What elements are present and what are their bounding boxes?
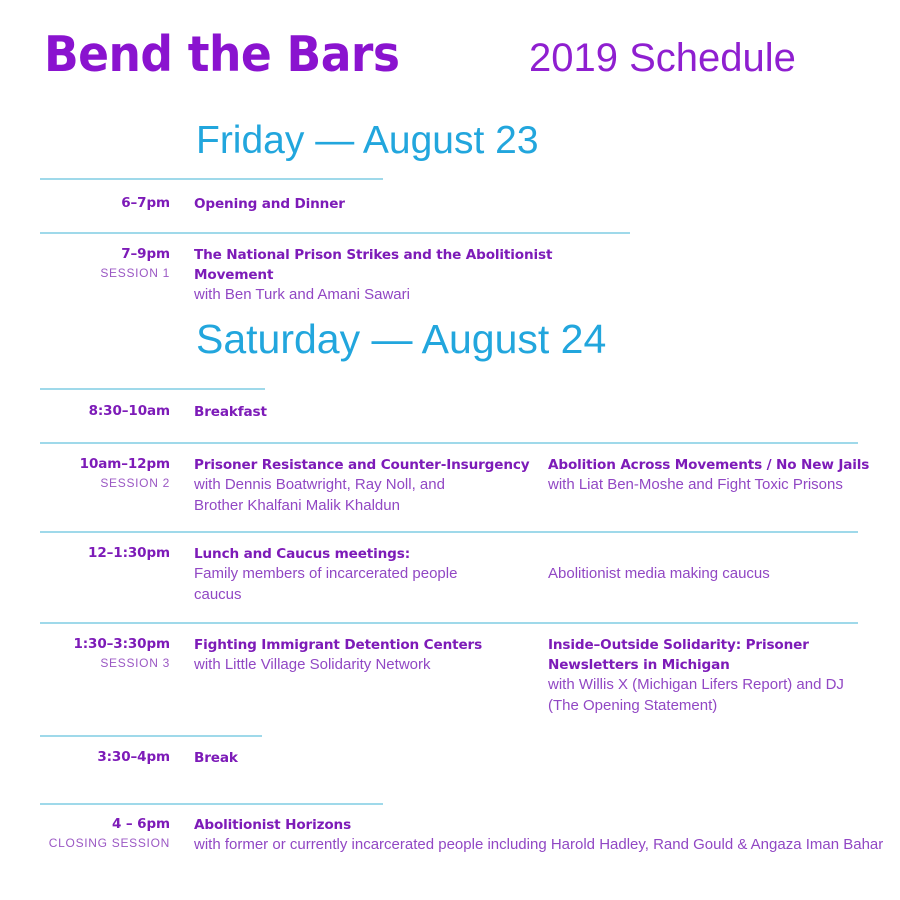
session-title-cont: Newsletters in Michigan [548,657,730,673]
session-title: Prisoner Resistance and Counter-Insurgency [194,457,530,473]
schedule-year-label: 2019 Schedule [529,36,796,80]
day-heading-friday: Friday — August 23 [196,119,539,162]
session-title: Break [194,750,238,766]
row-time: 1:30–3:30pm [73,636,170,652]
page-title: Bend the Bars [44,26,400,83]
row-right-column [548,455,893,496]
row-time: 8:30–10am [88,403,170,419]
session-presenters-cont: Brother Khalfani Malik Khaldun [194,496,400,514]
session-title: Fighting Immigrant Detention Centers [194,637,483,653]
row-left-column [194,455,539,516]
row-right-column [548,564,893,585]
row-divider [40,622,858,624]
row-divider [40,442,858,444]
row-left-column [194,815,894,856]
row-time-block [0,815,170,852]
row-left-column [194,245,614,306]
session-title: Abolitionist Horizons [194,817,352,833]
row-divider [40,803,383,805]
row-session-label: CLOSING SESSION [48,836,170,850]
row-time-block [0,245,170,282]
session-presenters-cont: (The Opening Statement) [548,696,718,714]
row-left-column [194,402,539,422]
row-time-block [0,455,170,492]
row-time: 4 – 6pm [112,816,170,832]
session-title: Breakfast [194,404,267,420]
row-left-column [194,635,539,676]
session-presenters: with Dennis Boatwright, Ray Noll, and [194,476,445,493]
masthead [44,24,856,96]
row-session-label: SESSION 2 [100,476,170,490]
caucus-name-cont: caucus [194,585,242,603]
day-heading-saturday: Saturday — August 24 [196,316,607,362]
row-left-column [194,194,539,214]
caucus-name: Family members of incarcerated people [194,565,458,582]
row-session-label: SESSION 1 [100,266,170,280]
row-time: 12–1:30pm [88,545,170,561]
row-time: 3:30–4pm [97,749,170,765]
session-presenters: with Willis X (Michigan Lifers Report) and DJ [548,676,844,693]
session-title: Inside–Outside Solidarity: Prisoner [548,637,809,653]
row-time-block [0,402,170,421]
row-left-column [194,748,539,768]
row-time: 10am–12pm [79,456,170,472]
session-title: The National Prison Strikes and the Abolitionist Movement [194,247,553,283]
row-right-column [548,635,893,716]
session-title: Lunch and Caucus meetings: [194,546,410,562]
session-presenters: with Liat Ben-Moshe and Fight Toxic Prisons [548,476,843,493]
row-time-block [0,635,170,672]
row-divider [40,735,262,737]
row-divider [40,388,265,390]
row-time: 7–9pm [121,246,170,262]
row-left-column [194,544,539,605]
session-presenters: with Ben Turk and Amani Sawari [194,286,410,303]
row-session-label: SESSION 3 [100,656,170,670]
row-time-block [0,748,170,767]
row-time: 6–7pm [121,195,170,211]
row-divider [40,531,858,533]
session-presenters: with former or currently incarcerated people including Harold Hadley, Rand Gould & Angaza Iman Bahar [194,836,884,853]
session-title: Abolition Across Movements / No New Jails [548,457,870,473]
row-divider [40,232,630,234]
row-time-block [0,194,170,213]
row-divider [40,178,383,180]
session-presenters: with Little Village Solidarity Network [194,656,431,673]
caucus-name: Abolitionist media making caucus [548,565,770,582]
row-time-block [0,544,170,563]
session-title: Opening and Dinner [194,196,345,212]
